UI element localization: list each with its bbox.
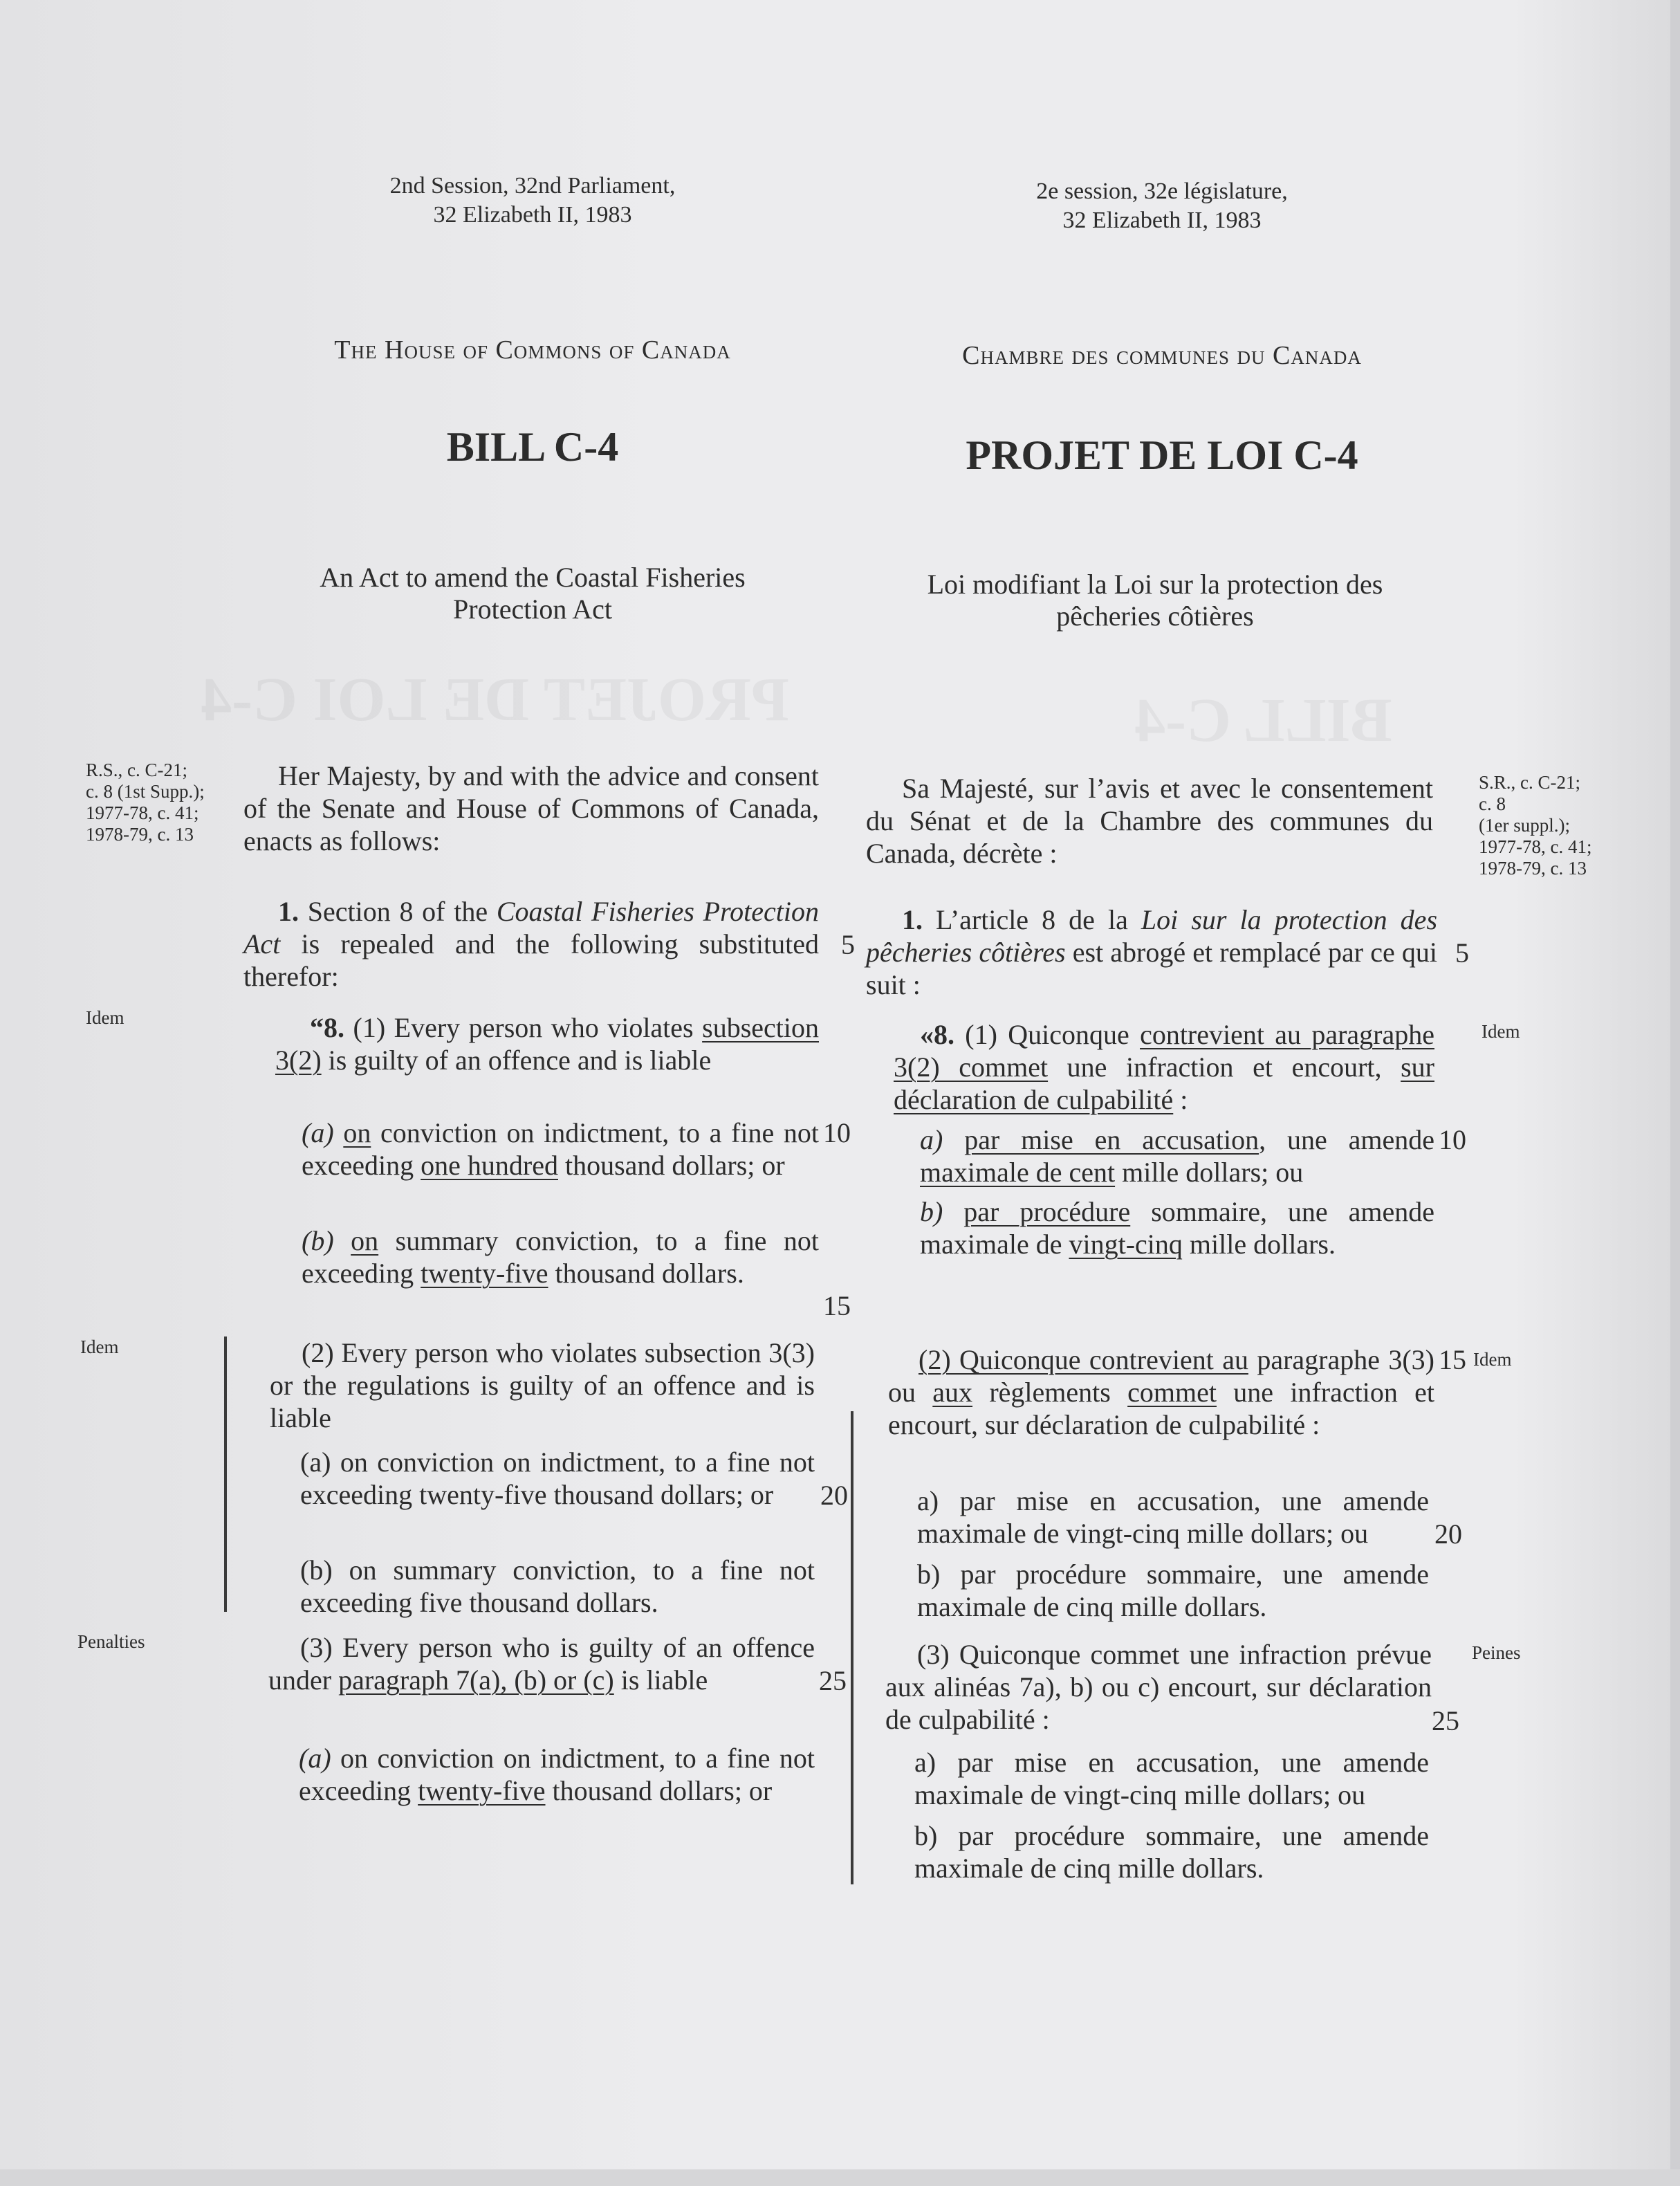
section-text: thousand dollars; or (557, 1150, 785, 1181)
french-subsection-8-3 (885, 1638, 1432, 1736)
citation-line: 1978-79, c. 13 (1479, 858, 1587, 879)
english-paragraph-8-2-b (300, 1554, 815, 1619)
french-session (927, 177, 1397, 235)
french-paragraph-8-2-a (917, 1485, 1429, 1550)
english-house-name: The House of Commons of Canada (334, 336, 731, 365)
french-section-1 (866, 903, 1437, 1001)
line-number: 10 (1439, 1124, 1466, 1155)
french-subsection-8-2 (888, 1343, 1434, 1441)
english-paragraph-8-2-a (300, 1446, 815, 1511)
amended-text: one hundred (421, 1150, 558, 1181)
section-number: “8. (310, 1012, 344, 1043)
english-paragraph-8-3-a (299, 1742, 815, 1807)
citation-line: S.R., c. C-21; (1479, 772, 1581, 793)
french-revision-bar (851, 1411, 853, 1884)
amended-text: par mise en accusation (964, 1124, 1259, 1155)
act-name: Loi sur la protection des pêcheries côtières (866, 904, 1438, 968)
amended-text: sur déclaration de culpabilité (894, 1051, 1434, 1115)
line-number: 25 (819, 1665, 847, 1696)
french-act-title-line: pêcheries côtières (1056, 600, 1254, 632)
section-text: is guilty of an offence and is liable (321, 1045, 712, 1076)
english-subsection-8-1 (275, 1011, 819, 1076)
english-margin-idem: Idem (80, 1337, 119, 1357)
citation-line: c. 8 (1479, 793, 1506, 814)
english-paragraph-8-1-a (302, 1117, 819, 1182)
citation-line: 1977-78, c. 41; (86, 802, 199, 823)
french-session-year: 32 Elizabeth II, 1983 (1062, 208, 1262, 233)
amended-text: contrevient au paragraphe 3(2) commet (894, 1019, 1434, 1083)
page-edge (1670, 0, 1680, 2186)
section-text: , une amende (1259, 1124, 1434, 1155)
english-subsection-8-3 (268, 1631, 815, 1696)
section-text: est abrogé et remplacé par ce qui suit : (866, 937, 1438, 1000)
english-revision-bar (224, 1337, 227, 1612)
english-section-1 (243, 895, 819, 993)
line-number: 20 (820, 1480, 848, 1511)
french-paragraph-8-2-b (917, 1558, 1429, 1623)
english-margin-penalties: Penalties (77, 1631, 145, 1652)
french-citation-note (1479, 772, 1617, 879)
paragraph-label: (a) (302, 1117, 334, 1148)
section-text: b) par procédure sommaire, une amende maximale de cinq mille dollars. (917, 1559, 1429, 1622)
paragraph-label: (a) (299, 1743, 331, 1774)
section-text: is repealed and the following substituted therefor: (243, 928, 819, 992)
line-number: 15 (823, 1290, 851, 1321)
section-text: règlements (972, 1377, 1128, 1408)
paragraph-label: b) (920, 1196, 943, 1227)
section-text: (b) on summary conviction, to a fine not exceeding five thousand dollars. (300, 1554, 815, 1618)
section-text: summary conviction, to a fine not exceeding (302, 1225, 819, 1289)
english-session-line: 2nd Session, 32nd Parliament, (389, 173, 676, 199)
section-text: thousand dollars; or (545, 1775, 773, 1806)
show-through-text: BILL C-4 (1134, 686, 1392, 755)
french-bill-number: PROJET DE LOI C-4 (966, 432, 1358, 478)
section-text: thousand dollars. (548, 1258, 744, 1289)
french-act-title-line: Loi modifiant la Loi sur la protection des (927, 569, 1383, 600)
amended-text: twenty-five (421, 1258, 548, 1289)
french-margin-idem: Idem (1473, 1349, 1512, 1370)
line-number: 15 (1439, 1344, 1466, 1375)
paragraph-label: (b) (302, 1225, 334, 1256)
amended-text: aux (932, 1377, 973, 1408)
section-text: on conviction on indictment, to a fine not exceeding (299, 1743, 815, 1806)
english-margin-idem: Idem (86, 1007, 124, 1028)
citation-line: 1977-78, c. 41; (1479, 836, 1592, 857)
french-session-line: 2e session, 32e législature, (1036, 178, 1288, 204)
french-enacting-clause (866, 772, 1433, 870)
section-text: a) par mise en accusation, une amende maximale de vingt-cinq mille dollars; ou (914, 1747, 1429, 1810)
line-number: 25 (1432, 1705, 1459, 1736)
section-text: (3) Every person who is guilty of an offence under (268, 1632, 815, 1696)
english-subsection-8-2 (270, 1337, 815, 1434)
section-text: mille dollars; ou (1115, 1157, 1304, 1188)
section-text: (a) on conviction on indictment, to a fine not exceeding twenty-five thousand dollars; or (300, 1446, 815, 1510)
amended-text: (2) Quiconque contrevient au (919, 1344, 1248, 1375)
french-act-title (878, 569, 1432, 632)
citation-line: R.S., c. C-21; (86, 760, 188, 780)
section-number: «8. (920, 1019, 954, 1050)
section-text: Section 8 of the (299, 896, 497, 927)
english-citation-note (86, 760, 245, 845)
english-act-title (263, 562, 802, 625)
line-number: 5 (841, 929, 855, 960)
section-text: conviction on indictment, to a fine not exceeding (302, 1117, 820, 1181)
french-paragraph-8-3-b (914, 1819, 1429, 1884)
section-text: sommaire, une amende maximale de (920, 1196, 1435, 1260)
amended-text: commet (1127, 1377, 1217, 1408)
section-text: (1) Every person who violates (344, 1012, 703, 1043)
english-enacting-clause (243, 760, 819, 857)
section-text: is liable (613, 1664, 708, 1696)
section-text: paragraphe 3(3) ou (888, 1344, 1434, 1408)
french-margin-peines: Peines (1472, 1642, 1521, 1663)
section-text: (2) Every person who violates subsection 3(3) or the regulations is guilty of an offence and is liable (270, 1337, 815, 1433)
section-text: : (1173, 1084, 1188, 1115)
section-number: 1. (902, 904, 923, 935)
section-text: (1) Quiconque (954, 1019, 1141, 1050)
french-paragraph-8-1-b (920, 1195, 1434, 1260)
section-text: mille dollars. (1182, 1229, 1336, 1260)
section-text: une infraction et encourt, (1048, 1051, 1401, 1083)
french-paragraph-8-1-a (920, 1123, 1434, 1188)
section-text: L’article 8 de la (923, 904, 1141, 935)
amended-text: subsection 3(2) (275, 1012, 819, 1076)
french-margin-idem: Idem (1481, 1021, 1520, 1042)
section-text: (3) Quiconque commet une infraction prévue aux alinéas 7a), b) ou c) encourt, sur déclaration de culpabilité : (885, 1639, 1432, 1735)
amended-text: on (343, 1117, 371, 1148)
french-house-name: Chambre des communes du Canada (962, 341, 1362, 370)
english-enacting-text: Her Majesty, by and with the advice and consent of the Senate and House of Commons of Canada, enacts as follows: (243, 760, 819, 856)
paragraph-label: a) (920, 1124, 943, 1155)
section-number: 1. (278, 896, 299, 927)
amended-text: on (351, 1225, 379, 1256)
line-number: 10 (823, 1117, 851, 1148)
line-number: 20 (1434, 1518, 1462, 1550)
english-paragraph-8-1-b (302, 1224, 819, 1289)
amended-text: twenty-five (418, 1775, 546, 1806)
show-through-text: PROJET DE LOI C-4 (201, 665, 789, 734)
citation-line: c. 8 (1st Supp.); (86, 781, 205, 802)
amended-text: vingt-cinq (1069, 1229, 1183, 1260)
french-paragraph-8-3-a (914, 1746, 1429, 1811)
english-session-year: 32 Elizabeth II, 1983 (433, 202, 632, 228)
section-text: une infraction et encourt, sur déclaration de culpabilité : (888, 1377, 1434, 1440)
citation-line: 1978-79, c. 13 (86, 824, 194, 845)
line-number: 5 (1455, 937, 1469, 968)
amended-text: par procédure (963, 1196, 1131, 1227)
section-text: b) par procédure sommaire, une amende maximale de cinq mille dollars. (914, 1820, 1429, 1884)
page-bottom-edge (0, 2169, 1680, 2186)
english-act-title-line: An Act to amend the Coastal Fisheries (320, 562, 746, 593)
amended-text: paragraph 7(a), (b) or (c) (338, 1664, 614, 1696)
english-bill-number: BILL C-4 (446, 424, 619, 470)
section-text: a) par mise en accusation, une amende maximale de vingt-cinq mille dollars; ou (917, 1485, 1429, 1549)
french-subsection-8-1 (894, 1018, 1434, 1116)
english-act-title-line: Protection Act (453, 594, 612, 625)
english-session (304, 172, 761, 230)
act-name: Coastal Fisheries Protection Act (243, 896, 820, 959)
citation-line: (1er suppl.); (1479, 815, 1570, 836)
french-enacting-text: Sa Majesté, sur l’avis et avec le consentement du Sénat et de la Chambre des communes du Canada, décrète : (866, 773, 1433, 869)
amended-text: maximale de cent (920, 1157, 1116, 1188)
